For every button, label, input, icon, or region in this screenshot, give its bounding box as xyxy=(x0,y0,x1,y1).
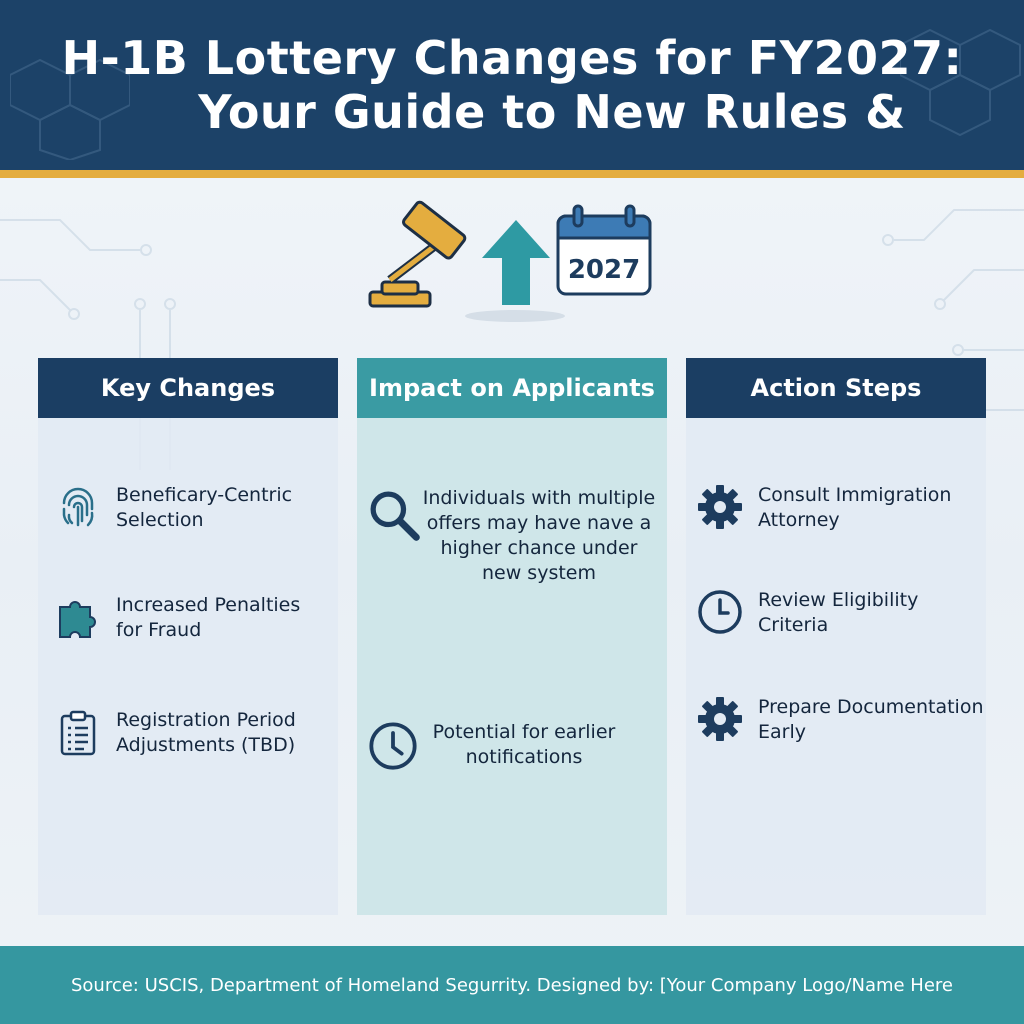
column-title-key-changes: Key Changes xyxy=(38,358,338,418)
item-text-line-3: higher chance under xyxy=(440,537,638,559)
gear-icon xyxy=(696,695,744,743)
gold-divider xyxy=(0,170,1024,178)
item-text-line-2: notifications xyxy=(465,746,583,768)
puzzle-piece-icon xyxy=(54,593,102,641)
item-text-line-1: Consult Immigration xyxy=(758,484,952,506)
gavel-icon xyxy=(370,201,466,306)
column-title-impact: Impact on Applicants xyxy=(357,358,667,418)
footer-bar xyxy=(0,946,1024,1024)
item-text-line-2: Adjustments (TBD) xyxy=(116,734,296,756)
list-item xyxy=(365,486,657,586)
list-item xyxy=(54,593,300,643)
gear-icon xyxy=(696,483,744,531)
column-key-changes xyxy=(38,358,338,915)
list-item xyxy=(696,483,951,533)
item-text-line-2: Criteria xyxy=(758,614,829,636)
up-arrow-icon xyxy=(482,220,550,305)
item-text-line-1: Review Eligibility xyxy=(758,589,919,611)
item-text-line-1: Registration Period xyxy=(116,709,296,731)
column-action-steps xyxy=(686,358,986,915)
item-text-line-2: Early xyxy=(758,721,806,743)
footer-source-text: Source: USCIS, Department of Homeland Segurrity. Designed by: [Your Company Logo/Name Here xyxy=(70,974,953,996)
page-title-line-2: Your Guide to New Rules & xyxy=(198,85,906,139)
clock-icon xyxy=(367,720,419,772)
list-item xyxy=(54,483,292,533)
fingerprint-icon xyxy=(54,483,102,531)
header-banner xyxy=(0,0,1024,170)
column-title-action-steps: Action Steps xyxy=(686,358,986,418)
hero-shadow xyxy=(465,310,565,322)
item-text-line-1: Potential for earlier xyxy=(432,721,616,743)
list-item xyxy=(367,720,629,772)
item-text-line-1: Increased Penalties xyxy=(116,594,301,616)
item-text-line-1: Individuals with multiple xyxy=(422,487,656,509)
item-text-line-2: Selection xyxy=(116,509,204,531)
list-item xyxy=(54,708,296,758)
calendar-year: 2027 xyxy=(567,255,641,285)
clock-icon xyxy=(696,588,744,636)
hero-illustration xyxy=(360,200,670,330)
item-text-line-2: Attorney xyxy=(758,509,840,531)
item-text-line-4: new system xyxy=(482,562,596,584)
magnifier-icon xyxy=(365,486,421,542)
page-title-line-1: H-1B Lottery Changes for FY2027: xyxy=(61,31,963,85)
column-impact-on-applicants xyxy=(357,358,667,915)
list-item xyxy=(696,588,918,638)
item-text-line-2: for Fraud xyxy=(116,619,202,641)
clipboard-icon xyxy=(54,708,102,756)
item-text-line-2: offers may have nave a xyxy=(426,512,652,534)
item-text-line-1: Beneficary-Centric xyxy=(116,484,293,506)
item-text-line-1: Prepare Documentation xyxy=(758,696,984,718)
list-item xyxy=(696,695,984,745)
